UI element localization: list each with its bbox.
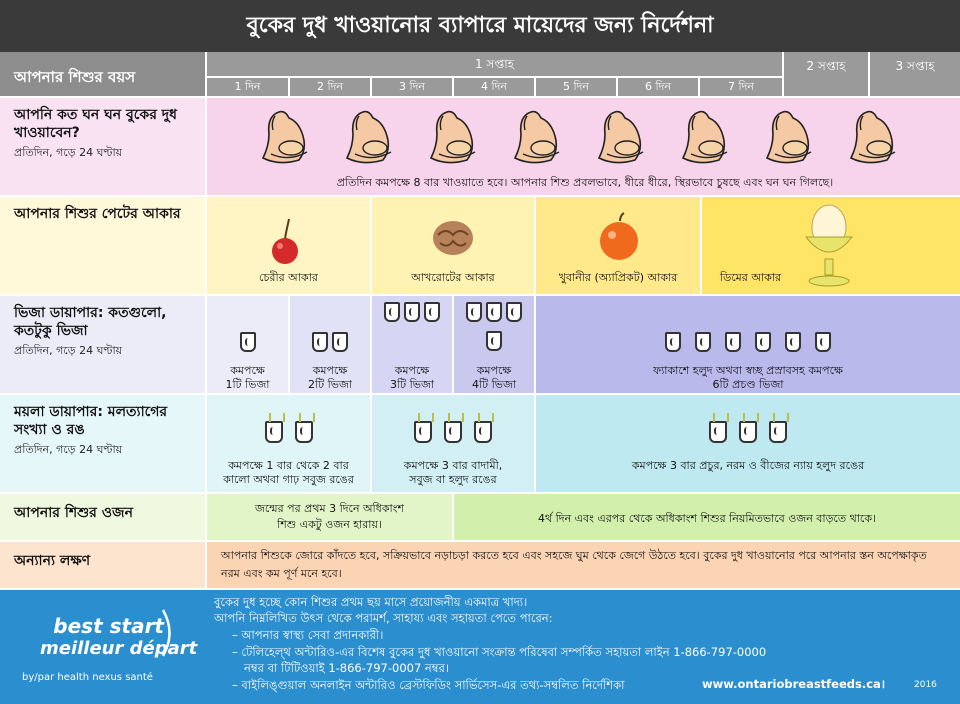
- footer-line2: আপনি নিম্নলিখিত উৎস থেকে পরামর্শ, সাহায্য এবং সহায়তা পেতে পারেন:: [214, 611, 553, 625]
- footer-bullet3: – বাইলিঙ্গুয়াল অনলাইন অন্টারিও ব্রেস্টফিডিং সার্ভিসেস-এর তথ্য-সম্বলিত নির্দেশিকা: [232, 678, 625, 692]
- wet-icons-day1: [207, 332, 288, 356]
- dirty-text-2b: সবুজ বা হলুদ রঙের: [409, 473, 497, 486]
- footer-bullet1: – আপনার স্বাস্থ্য সেবা প্রদানকারী।: [232, 628, 384, 642]
- dirty-diaper-icon: [414, 421, 432, 443]
- breastfeeding-mother-icon: [343, 106, 397, 168]
- steam-lines-icon: [299, 413, 315, 422]
- weight-row-label: [0, 494, 205, 540]
- wet-diaper-icon: [486, 331, 502, 351]
- dirty-text-1a: কমপক্ষে 1 বার থেকে 2 বার: [228, 459, 349, 472]
- dirty-cell-2: [372, 395, 534, 492]
- wet-diaper-icon: [404, 302, 420, 322]
- cherry-icon: [267, 217, 307, 265]
- walnut-icon: [430, 217, 476, 259]
- logo-line2: meilleur départ: [40, 638, 198, 659]
- feeding-cell: [207, 98, 960, 195]
- wet-diaper-icon: [332, 332, 348, 352]
- wet-cell-day1: [207, 296, 288, 393]
- day-3-header: 3 দিন: [372, 78, 452, 96]
- wet-text-day2-b: 2টি ভিজা: [307, 378, 352, 391]
- dirty-icons-3: [536, 421, 960, 447]
- breastfeeding-mother-icon: [847, 106, 901, 168]
- wet-text-later-a: ফ্যাকাশে হলুদ অথবা স্বচ্ছ প্রস্রাবসহ কমপক্ষে: [653, 364, 843, 377]
- feeding-sub: প্রতিদিন, গড়ে 24 ঘণ্টায়: [14, 146, 123, 159]
- wet-diaper-icon: [486, 302, 502, 322]
- wet-text-day1-b: 1টি ভিজা: [225, 378, 270, 391]
- stomach-cell-apricot: [536, 197, 700, 294]
- footer: [0, 590, 960, 704]
- dirty-diaper-icon: [265, 421, 283, 443]
- wet-diaper-icon: [665, 332, 681, 352]
- day-6-header: 6 দিন: [618, 78, 698, 96]
- stomach-text-cherry: চেরীর আকার: [259, 271, 318, 284]
- dirty-diaper-icon: [474, 421, 492, 443]
- stomach-text-apricot: খুবানীর (অ্যাপ্রিকট) আকার: [558, 271, 678, 284]
- breastfeeding-mother-icon: [679, 106, 733, 168]
- dirty-diaper-icon: [739, 421, 757, 443]
- day-1-header: 1 দিন: [207, 78, 288, 96]
- stomach-text-walnut: আখরোটের আকার: [411, 271, 495, 284]
- day-5-header: 5 দিন: [536, 78, 616, 96]
- dirty-icons-1: [207, 421, 370, 447]
- dirty-cell-1: [207, 395, 370, 492]
- dirty-row-label: [0, 395, 205, 492]
- logo-line1: best start: [53, 614, 164, 638]
- wet-text-day3-b: 3টি ভিজা: [389, 378, 434, 391]
- weight-label: আপনার শিশুর ওজন: [14, 505, 133, 521]
- stomach-text-egg: ডিমের আকার: [720, 271, 782, 284]
- breastfeeding-mother-icon: [259, 106, 313, 168]
- wet-diaper-icon: [506, 302, 522, 322]
- wet-label: ভিজা ডায়াপার: কতগুলো, কতটুকু ভিজা: [14, 305, 167, 339]
- wet-text-day4-b: 4টি ভিজা: [471, 378, 516, 391]
- wet-text-day3-a: কমপক্ষে: [394, 364, 430, 377]
- byline: by/par health nexus santé: [22, 672, 153, 683]
- stomach-cell-cherry: [207, 197, 370, 294]
- wet-text-day4-a: কমপক্ষে: [476, 364, 512, 377]
- steam-lines-icon: [713, 413, 729, 422]
- wet-diaper-icon: [312, 332, 328, 352]
- footer-website-link[interactable]: www.ontariobreastfeeds.ca।: [702, 677, 886, 691]
- steam-lines-icon: [773, 413, 789, 422]
- wet-text-later-b: 6টি প্রচণ্ড ভিজা: [712, 378, 784, 391]
- steam-lines-icon: [478, 413, 494, 422]
- wet-icons-day3: [372, 302, 452, 331]
- wet-cell-day3: [372, 296, 452, 393]
- weight-cell-2: [454, 494, 960, 540]
- wet-diaper-icon: [815, 332, 831, 352]
- other-label: অন্যান্য লক্ষণ: [14, 553, 91, 569]
- dirty-label: ময়লা ডায়াপার: মলত্যাগের সংখ্যা ও রঙ: [14, 404, 168, 438]
- dirty-text-3: কমপক্ষে 3 বার প্রচুর, নরম ও বীজের ন্যায় হলুদ রঙের: [631, 459, 865, 472]
- dirty-diaper-icon: [295, 421, 313, 443]
- age-header: আপনার শিশুর বয়স: [0, 52, 205, 96]
- apricot-icon: [596, 211, 642, 261]
- breastfeeding-mother-icon: [763, 106, 817, 168]
- footer-bullet2: – টেলিহেল্থ অন্টারিও-এর বিশেষ বুকের দুধ খাওয়ানো সংক্রান্ত পরিষেবা সম্পর্কিত সহায়তা লাইন 1-866-797-0000: [232, 645, 767, 659]
- wet-diaper-icon: [240, 332, 256, 352]
- wet-icons-day4: [458, 302, 530, 360]
- dirty-icons-2: [372, 421, 534, 447]
- wet-cell-later: [536, 296, 960, 393]
- stomach-cell-egg: [702, 197, 960, 294]
- weight-cell-1: [207, 494, 452, 540]
- dirty-cell-3: [536, 395, 960, 492]
- wet-icons-later: [536, 332, 960, 356]
- stomach-cell-walnut: [372, 197, 534, 294]
- stomach-label: আপনার শিশুর পেটের আকার: [14, 206, 181, 222]
- dirty-diaper-icon: [444, 421, 462, 443]
- wet-diaper-icon: [384, 302, 400, 322]
- wet-sub: প্রতিদিন, গড়ে 24 ঘণ্টায়: [14, 344, 123, 357]
- breastfeeding-mother-icon: [511, 106, 565, 168]
- footer-line1: বুকের দুধ হচ্ছে কোন শিশুর প্রথম ছয় মাসে প্রয়োজনীয় একমাত্র খাদ্য।: [214, 595, 528, 609]
- feeding-text: প্রতিদিন কমপক্ষে 8 বার খাওয়াতে হবে। আপনার শিশু প্রবলভাবে, ধীরে ধীরে, স্থিরভাবে চুষছে এবং ঘন ঘন গিলছে।: [336, 176, 834, 189]
- breastfeeding-mother-icon: [595, 106, 649, 168]
- weight-text-1b: শিশু একটু ওজন হারায়।: [277, 518, 382, 531]
- dirty-text-2a: কমপক্ষে 3 বার বাদামী,: [403, 459, 503, 472]
- stomach-row-label: [0, 197, 205, 294]
- dirty-diaper-icon: [709, 421, 727, 443]
- wet-diaper-icon: [725, 332, 741, 352]
- steam-lines-icon: [743, 413, 759, 422]
- weight-text-2: 4র্থ দিন এবং এরপর থেকে অধিকাংশ শিশুর নিয়মিতভাবে ওজন বাড়তে থাকে।: [538, 512, 876, 525]
- breastfeeding-mother-icon: [427, 106, 481, 168]
- wet-row-label: [0, 296, 205, 393]
- other-text: আপনার শিশুকে জোরে কাঁদতে হবে, সক্রিয়ভাবে নড়াচড়া করতে হবে এবং সহজে ঘুম থেকে জেগে উঠতে হবে। বুকের দুধ খাওয়ানোর পরে আপনার স্তন অপেক্ষাকৃত নরম এবং কম পূর্ণ মনে হবে।: [207, 542, 960, 588]
- day-4-header: 4 দিন: [454, 78, 534, 96]
- dirty-text-1b: কালো অথবা গাঢ় সবুজ রঙের: [223, 473, 354, 486]
- wet-diaper-icon: [755, 332, 771, 352]
- week2-header: 2 সপ্তাহ: [784, 52, 868, 96]
- footer-year: 2016: [914, 680, 937, 690]
- wet-diaper-icon: [466, 302, 482, 322]
- feeding-icons: [259, 106, 939, 168]
- wet-diaper-icon: [424, 302, 440, 322]
- week1-header: 1 সপ্তাহ: [207, 52, 782, 76]
- feeding-row-label: [0, 98, 205, 195]
- wet-text-day1-a: কমপক্ষে: [230, 364, 265, 377]
- wet-cell-day2: [290, 296, 370, 393]
- steam-lines-icon: [418, 413, 434, 422]
- footer-bullet2b: নম্বর বা টিটিওয়াই 1-866-797-0007 নম্বর।: [244, 661, 449, 675]
- wet-icons-day2: [290, 332, 370, 356]
- wet-diaper-icon: [785, 332, 801, 352]
- other-row-label: [0, 542, 205, 588]
- page-title: বুকের দুধ খাওয়ানোর ব্যাপারে মায়েদের জন্য নির্দেশনা: [0, 0, 960, 52]
- steam-lines-icon: [448, 413, 464, 422]
- wet-text-day2-a: কমপক্ষে: [312, 364, 348, 377]
- week3-header: 3 সপ্তাহ: [870, 52, 960, 96]
- wet-diaper-icon: [695, 332, 711, 352]
- logo-bracket-icon: [160, 608, 178, 658]
- steam-lines-icon: [269, 413, 285, 422]
- wet-cell-day4: [454, 296, 534, 393]
- day-7-header: 7 দিন: [700, 78, 782, 96]
- feeding-label: আপনি কত ঘন ঘন বুকের দুধ খাওয়াবেন?: [14, 107, 177, 141]
- weight-text-1a: জন্মের পর প্রথম 3 দিনে অধিকাংশ: [255, 502, 404, 515]
- dirty-diaper-icon: [769, 421, 787, 443]
- dirty-sub: প্রতিদিন, গড়ে 24 ঘণ্টায়: [14, 443, 123, 456]
- day-2-header: 2 দিন: [290, 78, 370, 96]
